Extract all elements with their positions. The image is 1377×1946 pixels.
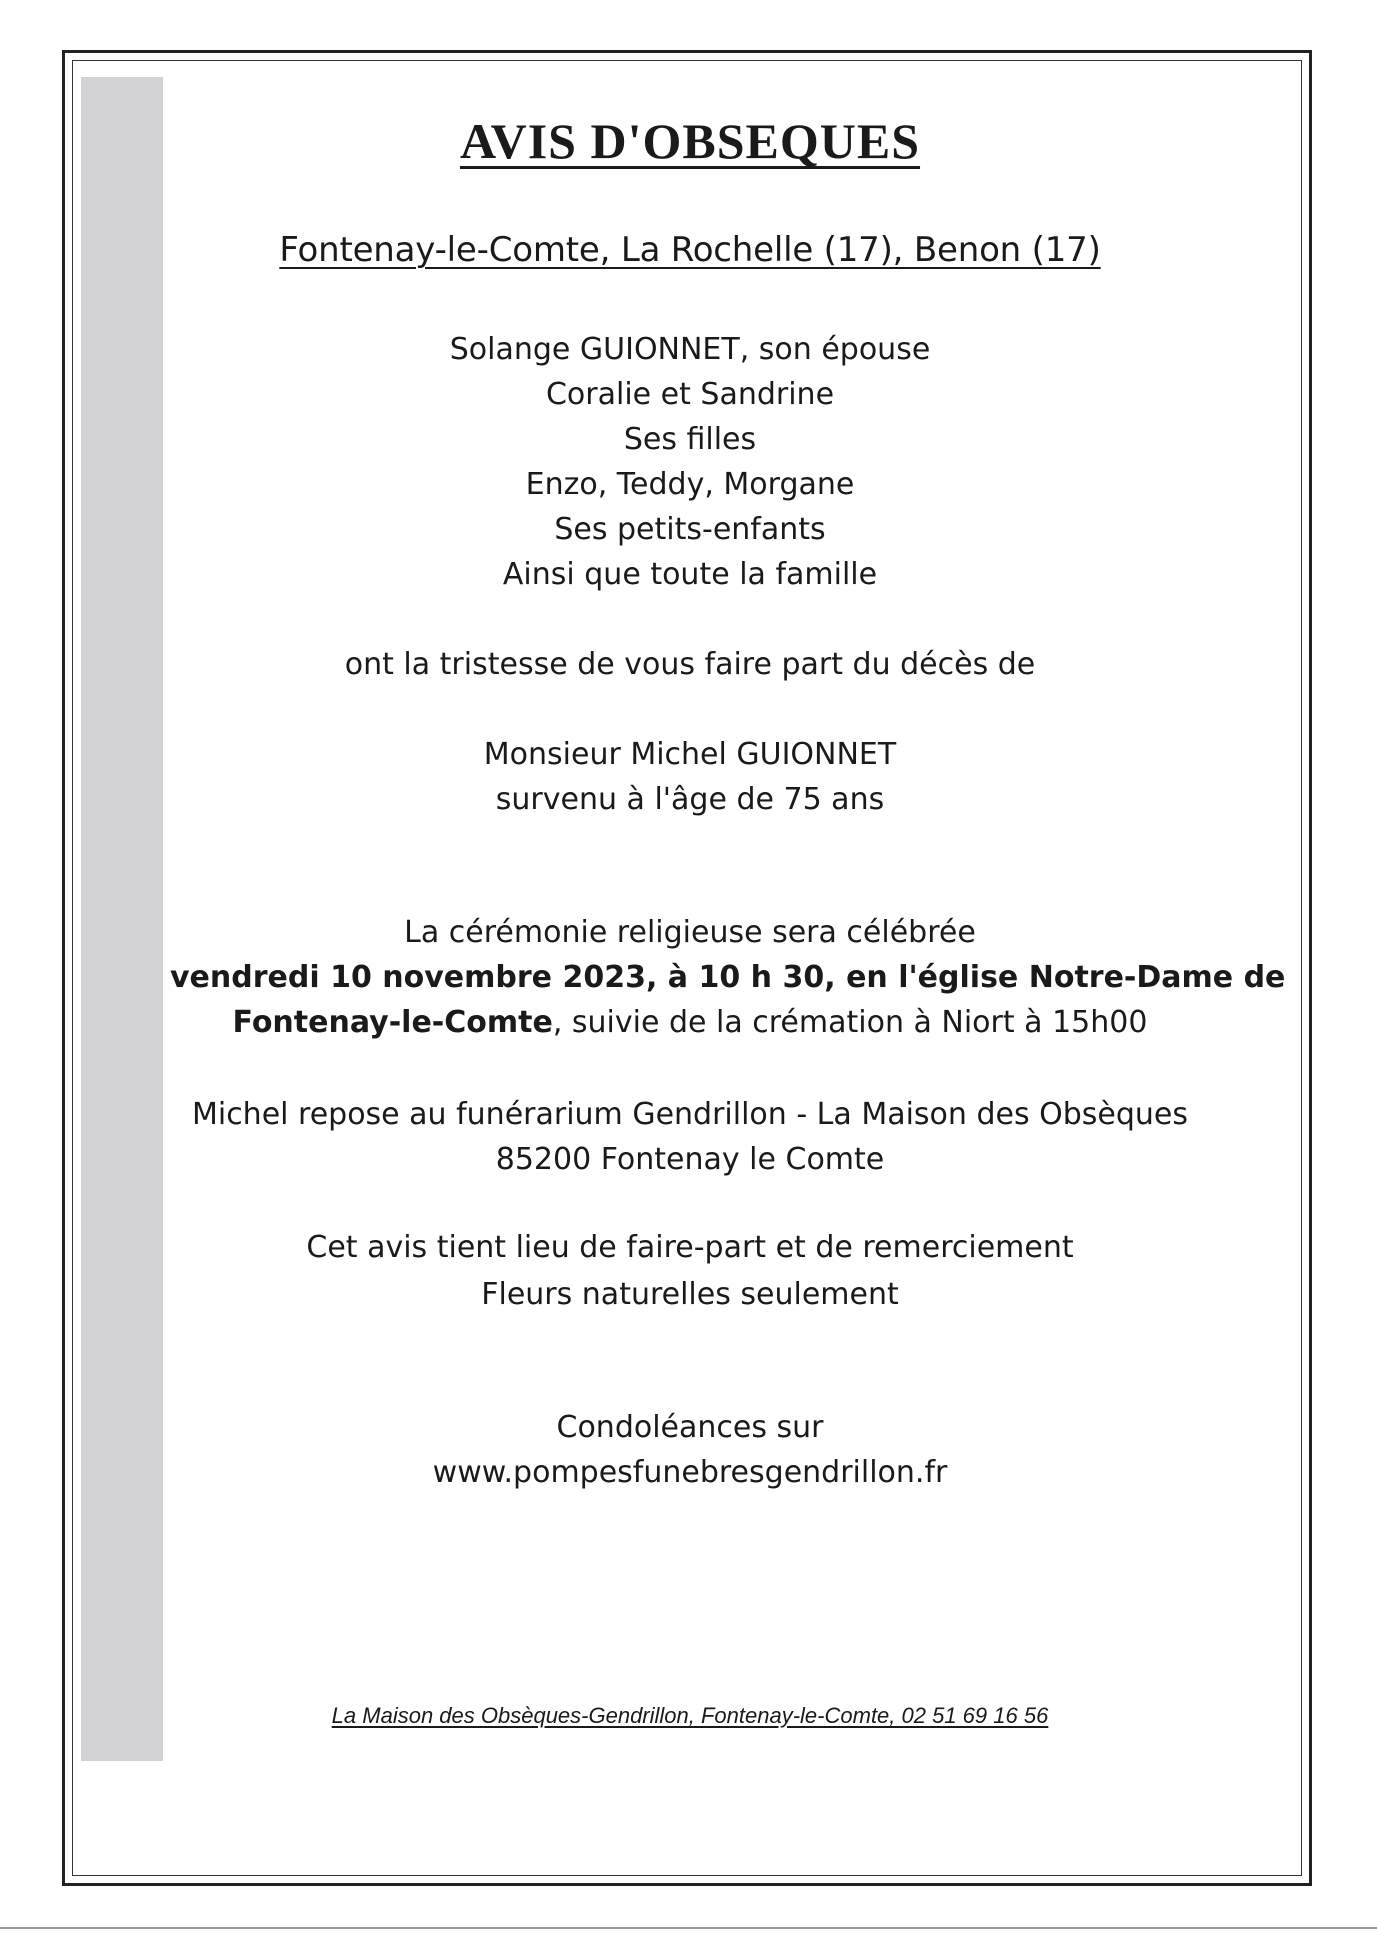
footer-contact: La Maison des Obsèques-Gendrillon, Fontenay-le-Comte, 02 51 69 16 56 <box>331 1703 1049 1728</box>
repose-line-1: Michel repose au funérarium Gendrillon - La Maison des Obsèques <box>191 1097 1189 1132</box>
ceremony-place-bold: Fontenay-le-Comte <box>232 1005 553 1040</box>
ceremony-place <box>170 1005 1210 1040</box>
deceased-name: Monsieur Michel GUIONNET <box>483 737 897 772</box>
family-line-4: Enzo, Teddy, Morgane <box>525 467 855 502</box>
family-line-2: Coralie et Sandrine <box>545 377 835 412</box>
note-line-2: Fleurs naturelles seulement <box>481 1277 899 1312</box>
family-line-5: Ses petits-enfants <box>554 512 826 547</box>
family-line-3: Ses filles <box>623 422 757 457</box>
notice-locations: Fontenay-le-Comte, La Rochelle (17), Benon (17) <box>279 230 1101 270</box>
notice-title: AVIS D'OBSEQUES <box>459 113 921 169</box>
scan-margin-band <box>81 77 163 1761</box>
family-line-6: Ainsi que toute la famille <box>502 557 878 592</box>
repose-line-2: 85200 Fontenay le Comte <box>495 1142 885 1177</box>
ceremony-intro: La cérémonie religieuse sera célébrée <box>404 915 976 950</box>
note-line-1: Cet avis tient lieu de faire-part et de remerciement <box>306 1230 1074 1265</box>
deceased-age: survenu à l'âge de 75 ans <box>495 782 885 817</box>
condolences-label: Condoléances sur <box>556 1410 824 1445</box>
condolences-url[interactable]: www.pompesfunebresgendrillon.fr <box>432 1455 948 1490</box>
page-edge-line <box>0 1927 1377 1929</box>
ceremony-details: vendredi 10 novembre 2023, à 10 h 30, en l'église Notre-Dame de <box>170 960 1286 995</box>
announcement: ont la tristesse de vous faire part du décès de <box>344 647 1036 682</box>
ceremony-place-rest: , suivie de la crémation à Niort à 15h00 <box>552 1005 1148 1040</box>
family-line-1: Solange GUIONNET, son épouse <box>449 332 931 367</box>
